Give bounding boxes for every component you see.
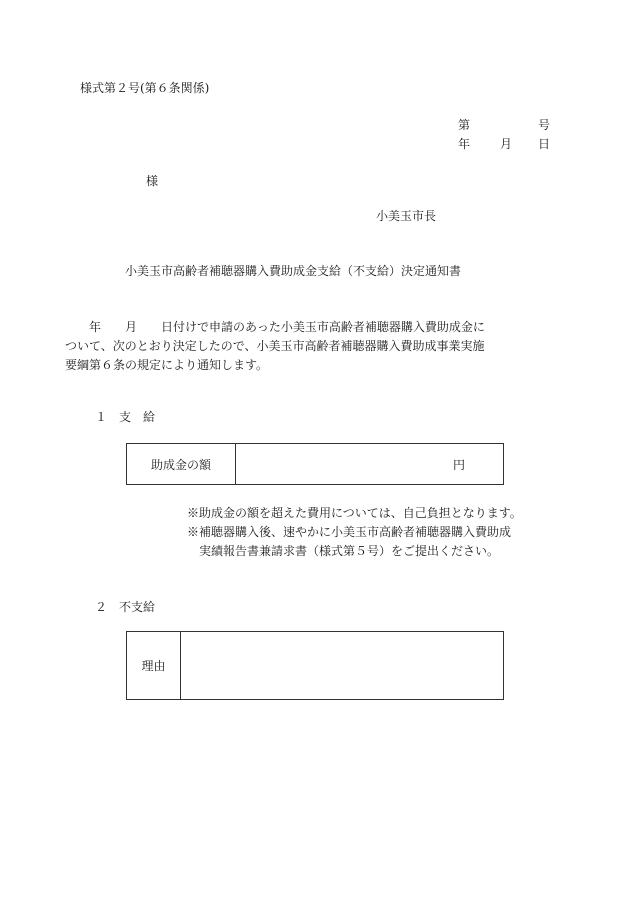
form-number: 様式第２号(第６条関係) — [80, 81, 210, 95]
section-nonpayment-heading: ２ 不支給 — [95, 600, 156, 614]
reason-field[interactable] — [181, 632, 504, 700]
note: ※補聴器購入後、速やかに小美玉市高齢者補聴器購入費助成 — [187, 525, 512, 539]
document-title: 小美玉市高齢者補聴器購入費助成金支給（不支給）決定通知書 — [125, 264, 462, 278]
issuer: 小美玉市長 — [376, 209, 437, 223]
number-prefix: 第 — [458, 118, 471, 132]
reason-table — [126, 631, 504, 700]
section-payment-heading: １ 支 給 — [95, 410, 156, 424]
notes — [187, 504, 522, 561]
body-line: 年 月 日付けで申請のあった小美玉市高齢者補聴器購入費助成金に — [65, 320, 485, 334]
grant-amount-label: 助成金の額 — [127, 444, 236, 485]
date-month: 月 — [500, 137, 513, 151]
reason-label: 理由 — [127, 632, 181, 700]
date-year: 年 — [458, 137, 471, 151]
body-text — [65, 318, 565, 375]
grant-amount-table — [126, 443, 504, 485]
body-line: 要綱第６条の規定により通知します。 — [65, 358, 269, 372]
note: 実績報告書兼請求書（様式第５号）をご提出ください。 — [187, 544, 500, 558]
grant-amount-field[interactable] — [236, 444, 504, 485]
addressee: 様 — [146, 174, 159, 188]
yen-unit: 円 — [452, 457, 465, 472]
number-suffix: 号 — [537, 118, 550, 132]
date-day: 日 — [537, 137, 550, 151]
body-line: ついて、次のとおり決定したので、小美玉市高齢者補聴器購入費助成事業実施 — [65, 339, 485, 353]
note: ※助成金の額を超えた費用については、自己負担となります。 — [187, 506, 522, 520]
